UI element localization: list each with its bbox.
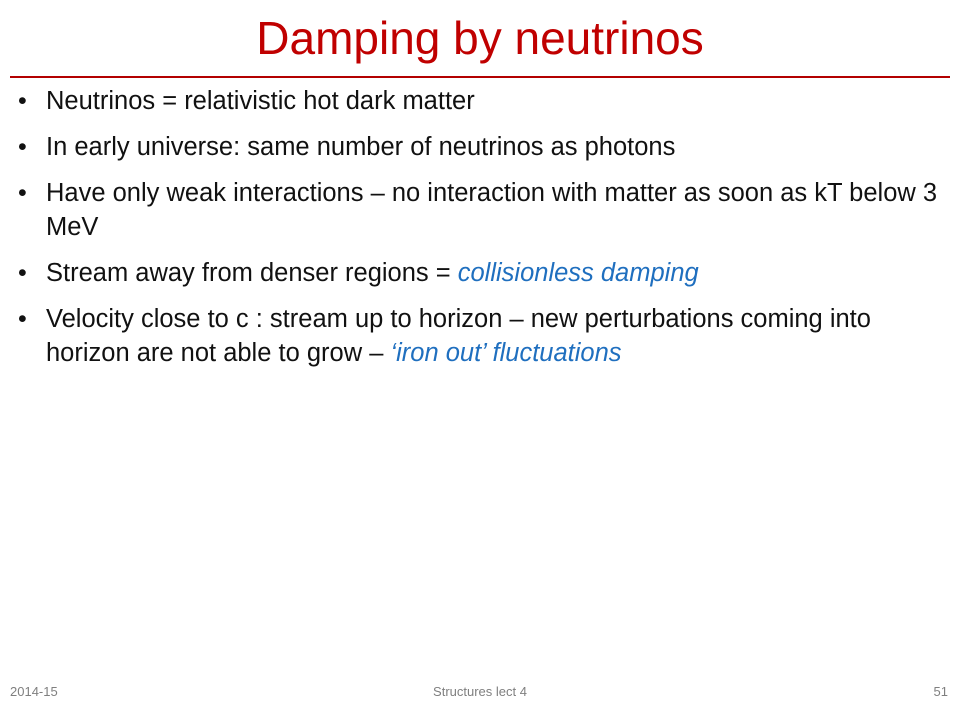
bullet-dot: • [18,87,27,115]
bullet-text: Stream away from denser regions = [46,259,458,287]
bullet-item [18,256,948,290]
bullet-text: In early universe: same number of neutrinos as photons [46,133,676,161]
bullet-item [18,130,948,164]
bullet-text: Velocity close to c : stream up to horizon – new perturbations coming into horizon are not able to grow – [46,305,871,367]
title-underline [10,76,950,78]
footer-date: 2014-15 [10,684,58,699]
footer-page-number: 51 [933,684,948,699]
bullet-dot: • [18,179,27,207]
bullet-text: Have only weak interactions – no interaction with matter as soon as kT below 3 MeV [46,179,938,241]
bullet-dot: • [18,133,27,161]
bullet-item [18,302,948,370]
bullet-dot: • [18,259,27,287]
bullet-dot: • [18,305,27,333]
bullet-list [18,84,948,382]
bullet-item [18,176,948,244]
highlighted-term: collisionless damping [457,259,699,287]
slide-title: Damping by neutrinos [256,12,704,64]
bullet-text: Neutrinos = relativistic hot dark matter [46,87,475,115]
footer-title: Structures lect 4 [433,684,527,699]
bullet-item [18,84,948,118]
highlighted-term: ‘iron out’ fluctuations [390,339,622,367]
